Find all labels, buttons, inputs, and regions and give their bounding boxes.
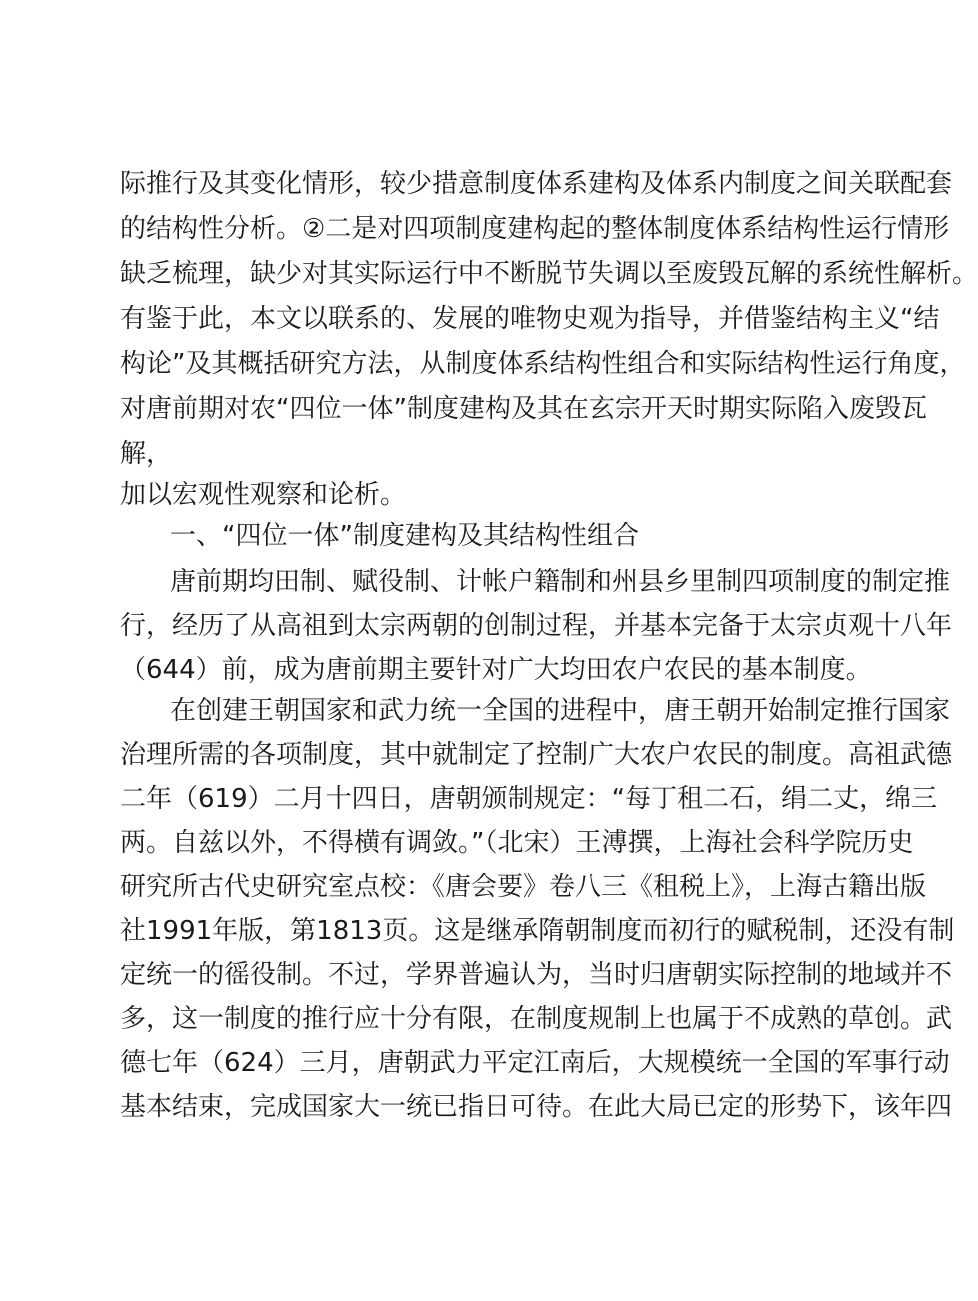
text-line: 构论”及其概括研究方法，从制度体系结构性组合和实际结构性运行角度， (120, 349, 966, 379)
text-line: 有鉴于此，本文以联系的、发展的唯物史观为指导，并借鉴结构主义“结 (120, 304, 940, 334)
text-line: 加以宏观性观察和论析。 (120, 480, 407, 510)
text-line: 定统一的徭役制。不过，学界普遍认为，当时归唐朝实际控制的地域并不 (120, 960, 953, 990)
text-line: 的结构性分析。②二是对四项制度建构起的整体制度体系结构性运行情形 (120, 214, 950, 244)
section-heading: 一、“四位一体”制度建构及其结构性组合 (170, 521, 639, 551)
text-line: 际推行及其变化情形，较少措意制度体系建构及体系内制度之间关联配套 (120, 169, 953, 199)
text-line: 缺乏梳理，缺少对其实际运行中不断脱节失调以至废毁瓦解的系统性解析。 (120, 259, 978, 289)
text-line: 两。自兹以外，不得横有调敛。”（北宋）王溥撰，上海社会科学院历史 (120, 828, 914, 858)
text-line: 基本结束，完成国家大一统已指日可待。在此大局已定的形势下，该年四 (120, 1092, 953, 1122)
text-line: 在创建王朝国家和武力统一全国的进程中，唐王朝开始制定推行国家 (170, 696, 951, 726)
text-line: 行，经历了从高祖到太宗两朝的创制过程，并基本完备于太宗贞观十八年 (120, 611, 953, 641)
text-line: 多，这一制度的推行应十分有限，在制度规制上也属于不成熟的草创。武 (120, 1004, 953, 1034)
text-line: 唐前期均田制、赋役制、计帐户籍制和州县乡里制四项制度的制定推 (170, 567, 951, 597)
text-line: 治理所需的各项制度，其中就制定了控制广大农户农民的制度。高祖武德 (120, 740, 953, 770)
text-line: 社1991年版，第1813页。这是继承隋朝制度而初行的赋税制，还没有制 (120, 916, 955, 946)
text-line: 二年（619）二月十四日，唐朝颁制规定：“每丁租二石，绢二丈，绵三 (120, 784, 938, 814)
text-line: 研究所古代史研究室点校：《唐会要》卷八三《租税上》，上海古籍出版 (120, 872, 927, 902)
text-line: 德七年（624）三月，唐朝武力平定江南后，大规模统一全国的军事行动 (120, 1048, 950, 1078)
text-line: 对唐前期对农“四位一体”制度建构及其在玄宗开天时期实际陷入废毁瓦 (120, 394, 927, 424)
text-line: 解， (120, 439, 173, 469)
text-line: （644）前，成为唐前期主要针对广大均田农户农民的基本制度。 (120, 655, 872, 685)
